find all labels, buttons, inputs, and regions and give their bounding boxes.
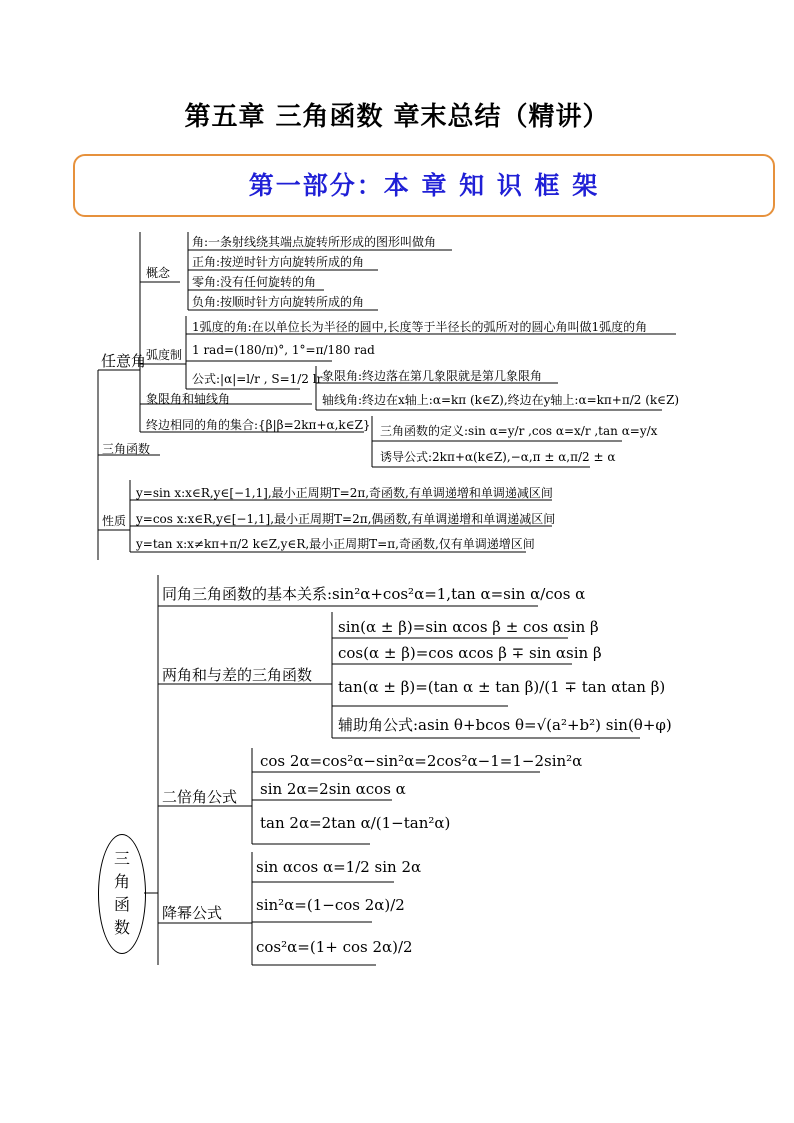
radian-formula: 公式:|α|=l/r , S=1/2 lr bbox=[192, 372, 323, 386]
branch-arbitrary-angle: 任意角 bbox=[101, 352, 147, 370]
branch-concept: 概念 bbox=[146, 266, 171, 280]
concept-item: 正角:按逆时针方向旋转所成的角 bbox=[192, 255, 365, 269]
concept-item: 负角:按顺时针方向旋转所成的角 bbox=[192, 295, 365, 309]
trig-definition: 三角函数的定义:sin α=y/r ,cos α=x/r ,tan α=y/x bbox=[380, 424, 658, 438]
branch-trig-function: 三角函数 bbox=[102, 442, 151, 456]
root-node-label: 三角函数 bbox=[113, 849, 130, 937]
property-tan: y=tan x:x≠kπ+π/2 k∈Z,y∈R,最小正周期T=π,奇函数,仅有单调递增区间 bbox=[136, 537, 535, 551]
double-angle-item: tan 2α=2tan α/(1−tan²α) bbox=[260, 814, 451, 832]
same-angle-relation: 同角三角函数的基本关系:sin²α+cos²α=1,tan α=sin α/cos α bbox=[162, 585, 586, 603]
power-reduction-item: sin αcos α=1/2 sin 2α bbox=[256, 858, 422, 876]
power-reduction-item: sin²α=(1−cos 2α)/2 bbox=[256, 896, 405, 914]
concept-item: 零角:没有任何旋转的角 bbox=[192, 275, 317, 289]
property-cos: y=cos x:x∈R,y∈[−1,1],最小正周期T=2π,偶函数,有单调递增和单调递减区间 bbox=[136, 512, 556, 526]
section-title: 第一部分：本 章 知 识 框 架 bbox=[248, 171, 600, 200]
sum-diff-item: cos(α ± β)=cos αcos β ∓ sin αsin β bbox=[338, 644, 602, 662]
induction-formula: 诱导公式:2kπ+α(k∈Z),−α,π ± α,π/2 ± α bbox=[380, 450, 616, 464]
power-reduction-item: cos²α=(1+ cos 2α)/2 bbox=[256, 938, 413, 956]
terminal-side-set: 终边相同的角的集合:{β|β=2kπ+α,k∈Z} bbox=[146, 418, 371, 432]
branch-power-reduction: 降幂公式 bbox=[162, 904, 223, 922]
root-node-circle bbox=[98, 834, 146, 954]
radian-definition: 1弧度的角:在以单位长为半径的圆中,长度等于半径长的弧所对的圆心角叫做1弧度的角 bbox=[192, 320, 648, 334]
page-title: 第五章 三角函数 章末总结（精讲） bbox=[184, 102, 610, 132]
sum-diff-item: 辅助角公式:asin θ+bcos θ=√(a²+b²) sin(θ+φ) bbox=[338, 716, 672, 734]
axis-definition: 轴线角:终边在x轴上:α=kπ (k∈Z),终边在y轴上:α=kπ+π/2 (k∈Z) bbox=[322, 393, 680, 407]
concept-item: 角:一条射线绕其端点旋转所形成的图形叫做角 bbox=[192, 235, 437, 249]
sum-diff-item: tan(α ± β)=(tan α ± tan β)/(1 ∓ tan αtan β) bbox=[338, 678, 666, 696]
radian-conversion: 1 rad=(180/π)°, 1°=π/180 rad bbox=[192, 343, 375, 357]
double-angle-item: sin 2α=2sin αcos α bbox=[260, 780, 406, 798]
branch-sum-difference: 两角和与差的三角函数 bbox=[162, 666, 313, 684]
branch-quadrant-axis: 象限角和轴线角 bbox=[146, 392, 231, 406]
sum-diff-item: sin(α ± β)=sin αcos β ± cos αsin β bbox=[338, 618, 599, 636]
branch-double-angle: 二倍角公式 bbox=[162, 788, 238, 806]
quadrant-definition: 象限角:终边落在第几象限就是第几象限角 bbox=[322, 369, 543, 383]
branch-radian: 弧度制 bbox=[146, 348, 183, 362]
property-sin: y=sin x:x∈R,y∈[−1,1],最小正周期T=2π,奇函数,有单调递增和单调递减区间 bbox=[136, 486, 553, 500]
branch-property: 性质 bbox=[102, 514, 127, 528]
double-angle-item: cos 2α=cos²α−sin²α=2cos²α−1=1−2sin²α bbox=[260, 752, 583, 770]
